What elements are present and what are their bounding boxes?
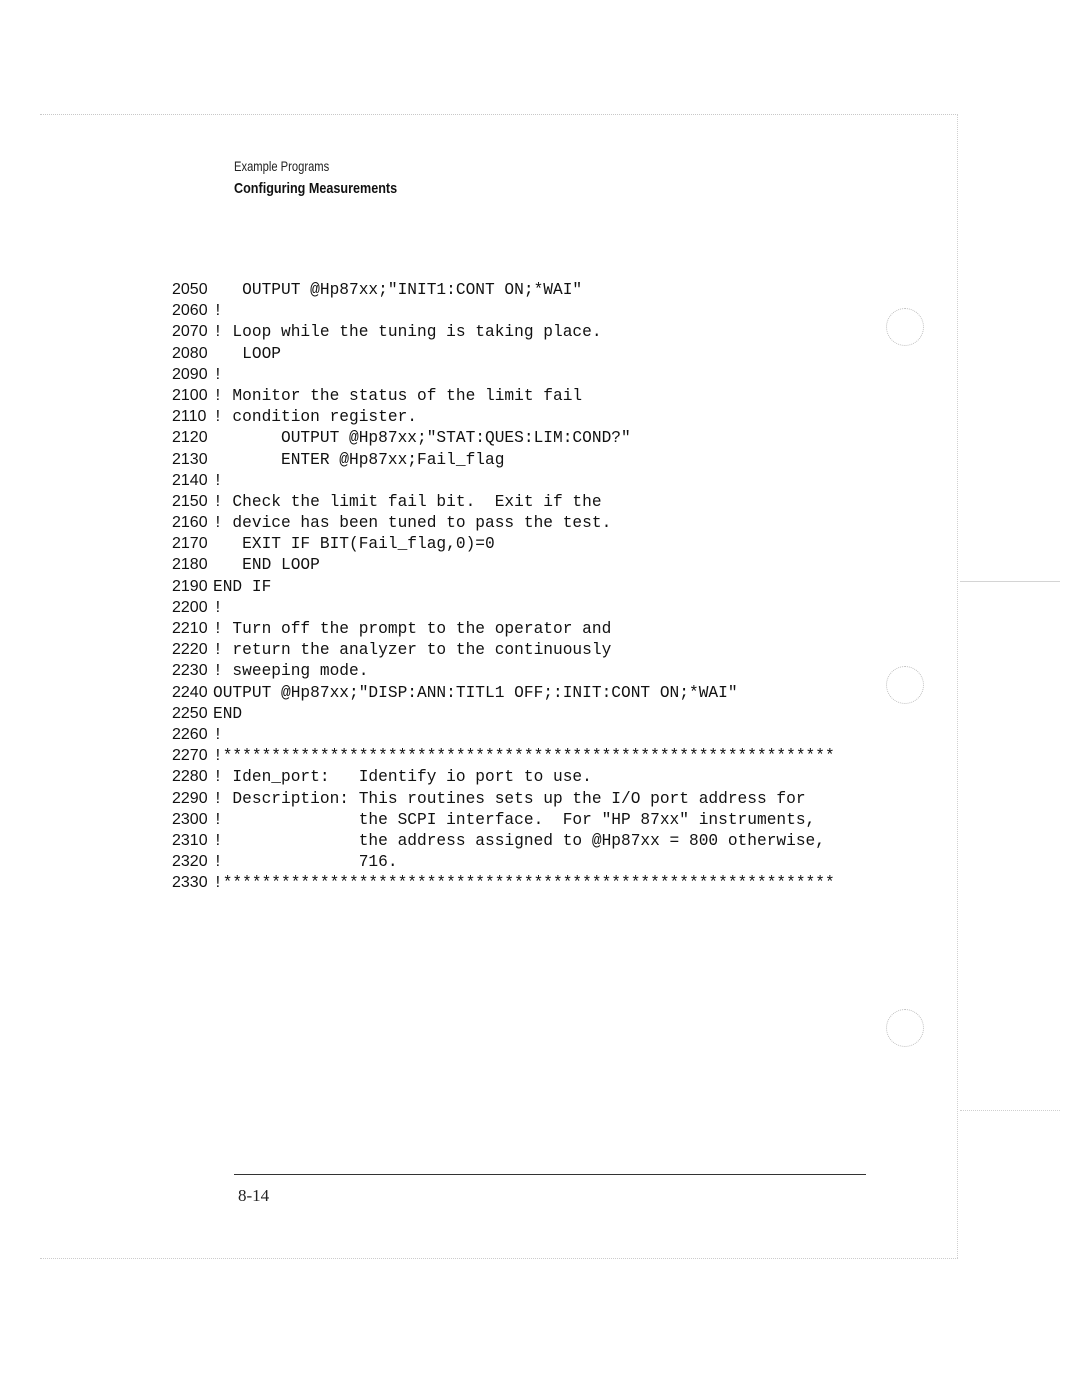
code-text: ! <box>213 598 223 617</box>
code-text: ! return the analyzer to the continuously <box>213 641 612 660</box>
code-line <box>172 703 835 724</box>
tab-divider-line <box>960 581 1060 582</box>
line-number: 2200 <box>172 598 208 616</box>
code-text: END LOOP <box>213 556 320 575</box>
line-number: 2160 <box>172 514 208 532</box>
code-line <box>172 724 835 745</box>
code-line <box>172 300 835 321</box>
line-number: 2250 <box>172 704 208 722</box>
code-line <box>172 830 835 851</box>
code-text: ! condition register. <box>213 408 417 427</box>
footer-rule <box>234 1174 866 1175</box>
line-number: 2120 <box>172 429 208 447</box>
line-number: 2080 <box>172 344 208 362</box>
code-line <box>172 364 835 385</box>
code-line <box>172 427 835 448</box>
code-text: EXIT IF BIT(Fail_flag,0)=0 <box>213 535 495 554</box>
code-line <box>172 682 835 703</box>
tab-divider-line <box>960 1110 1060 1111</box>
page-edge-bottom <box>40 1258 958 1259</box>
code-text: LOOP <box>213 344 281 363</box>
line-number: 2220 <box>172 641 208 659</box>
code-text: ! Check the limit fail bit. Exit if the <box>213 492 602 511</box>
line-number: 2110 <box>172 408 207 426</box>
code-line <box>172 766 835 787</box>
line-number: 2240 <box>172 683 208 701</box>
code-line <box>172 406 835 427</box>
code-text: ! <box>213 725 223 744</box>
line-number: 2170 <box>172 535 208 553</box>
code-text: ! <box>213 471 223 490</box>
code-text: ! <box>213 365 223 384</box>
code-text: END <box>213 704 243 723</box>
code-line <box>172 321 835 342</box>
line-number: 2190 <box>172 577 208 595</box>
code-text: ! the address assigned to @Hp87xx = 800 otherwise, <box>213 831 825 850</box>
line-number: 2260 <box>172 725 208 743</box>
code-text: ! the SCPI interface. For "HP 87xx" instruments, <box>213 810 816 829</box>
code-line <box>172 470 835 491</box>
code-line <box>172 491 835 512</box>
code-listing <box>172 279 835 893</box>
code-text: ! Monitor the status of the limit fail <box>213 386 583 405</box>
code-text: ! Turn off the prompt to the operator and <box>213 620 612 638</box>
code-line <box>172 343 835 364</box>
line-number: 2290 <box>172 789 208 807</box>
code-text: ! 716. <box>213 853 398 872</box>
code-line <box>172 533 835 554</box>
line-number: 2330 <box>172 874 208 892</box>
code-line <box>172 449 835 470</box>
code-line <box>172 872 835 893</box>
code-line <box>172 512 835 533</box>
code-text: ! Description: This routines sets up the I/O port address for <box>213 789 806 808</box>
code-line <box>172 385 835 406</box>
line-number: 2310 <box>172 831 208 849</box>
code-text: ! <box>213 302 223 321</box>
code-line <box>172 745 835 766</box>
code-line <box>172 279 835 300</box>
code-text: ! Iden_port: Identify io port to use. <box>213 768 592 787</box>
code-line <box>172 788 835 809</box>
code-text: OUTPUT @Hp87xx;"DISP:ANN:TITL1 OFF;:INIT:CONT ON;*WAI" <box>213 683 738 702</box>
line-number: 2150 <box>172 492 208 510</box>
line-number: 2130 <box>172 450 208 468</box>
binder-hole <box>886 666 924 704</box>
code-text: OUTPUT @Hp87xx;"INIT1:CONT ON;*WAI" <box>213 281 583 299</box>
code-text: ! Loop while the tuning is taking place. <box>213 323 602 342</box>
line-number: 2100 <box>172 386 208 404</box>
line-number: 2210 <box>172 620 208 637</box>
line-number: 2230 <box>172 662 208 680</box>
running-header <box>234 158 428 197</box>
line-number: 2070 <box>172 323 208 341</box>
page-number: 8-14 <box>238 1186 270 1205</box>
page-edge-top <box>40 114 958 115</box>
code-text: !*************************************************************** <box>213 874 835 893</box>
line-number: 2270 <box>172 747 208 765</box>
code-text: OUTPUT @Hp87xx;"STAT:QUES:LIM:COND?" <box>213 429 631 448</box>
chapter-title: Configuring Measurements <box>234 180 398 197</box>
code-text: ! sweeping mode. <box>213 662 369 681</box>
code-text: !*************************************************************** <box>213 747 835 766</box>
line-number: 2180 <box>172 556 208 574</box>
code-text: ! device has been tuned to pass the test. <box>213 514 612 533</box>
line-number: 2320 <box>172 853 208 871</box>
code-line <box>172 576 835 597</box>
code-line <box>172 851 835 872</box>
binder-hole <box>886 308 924 346</box>
line-number: 2140 <box>172 471 208 489</box>
line-number: 2060 <box>172 302 208 320</box>
line-number: 2300 <box>172 810 208 828</box>
binder-hole <box>886 1009 924 1047</box>
code-text: END IF <box>213 577 272 596</box>
code-line <box>172 554 835 575</box>
page-edge-right <box>957 114 958 1258</box>
code-line <box>172 809 835 830</box>
code-line <box>172 639 835 660</box>
line-number: 2050 <box>172 281 208 298</box>
code-line <box>172 597 835 618</box>
code-line <box>172 660 835 681</box>
code-line <box>172 618 835 639</box>
line-number: 2280 <box>172 768 208 786</box>
section-label: Example Programs <box>234 158 330 174</box>
code-text: ENTER @Hp87xx;Fail_flag <box>213 450 505 469</box>
line-number: 2090 <box>172 365 208 383</box>
